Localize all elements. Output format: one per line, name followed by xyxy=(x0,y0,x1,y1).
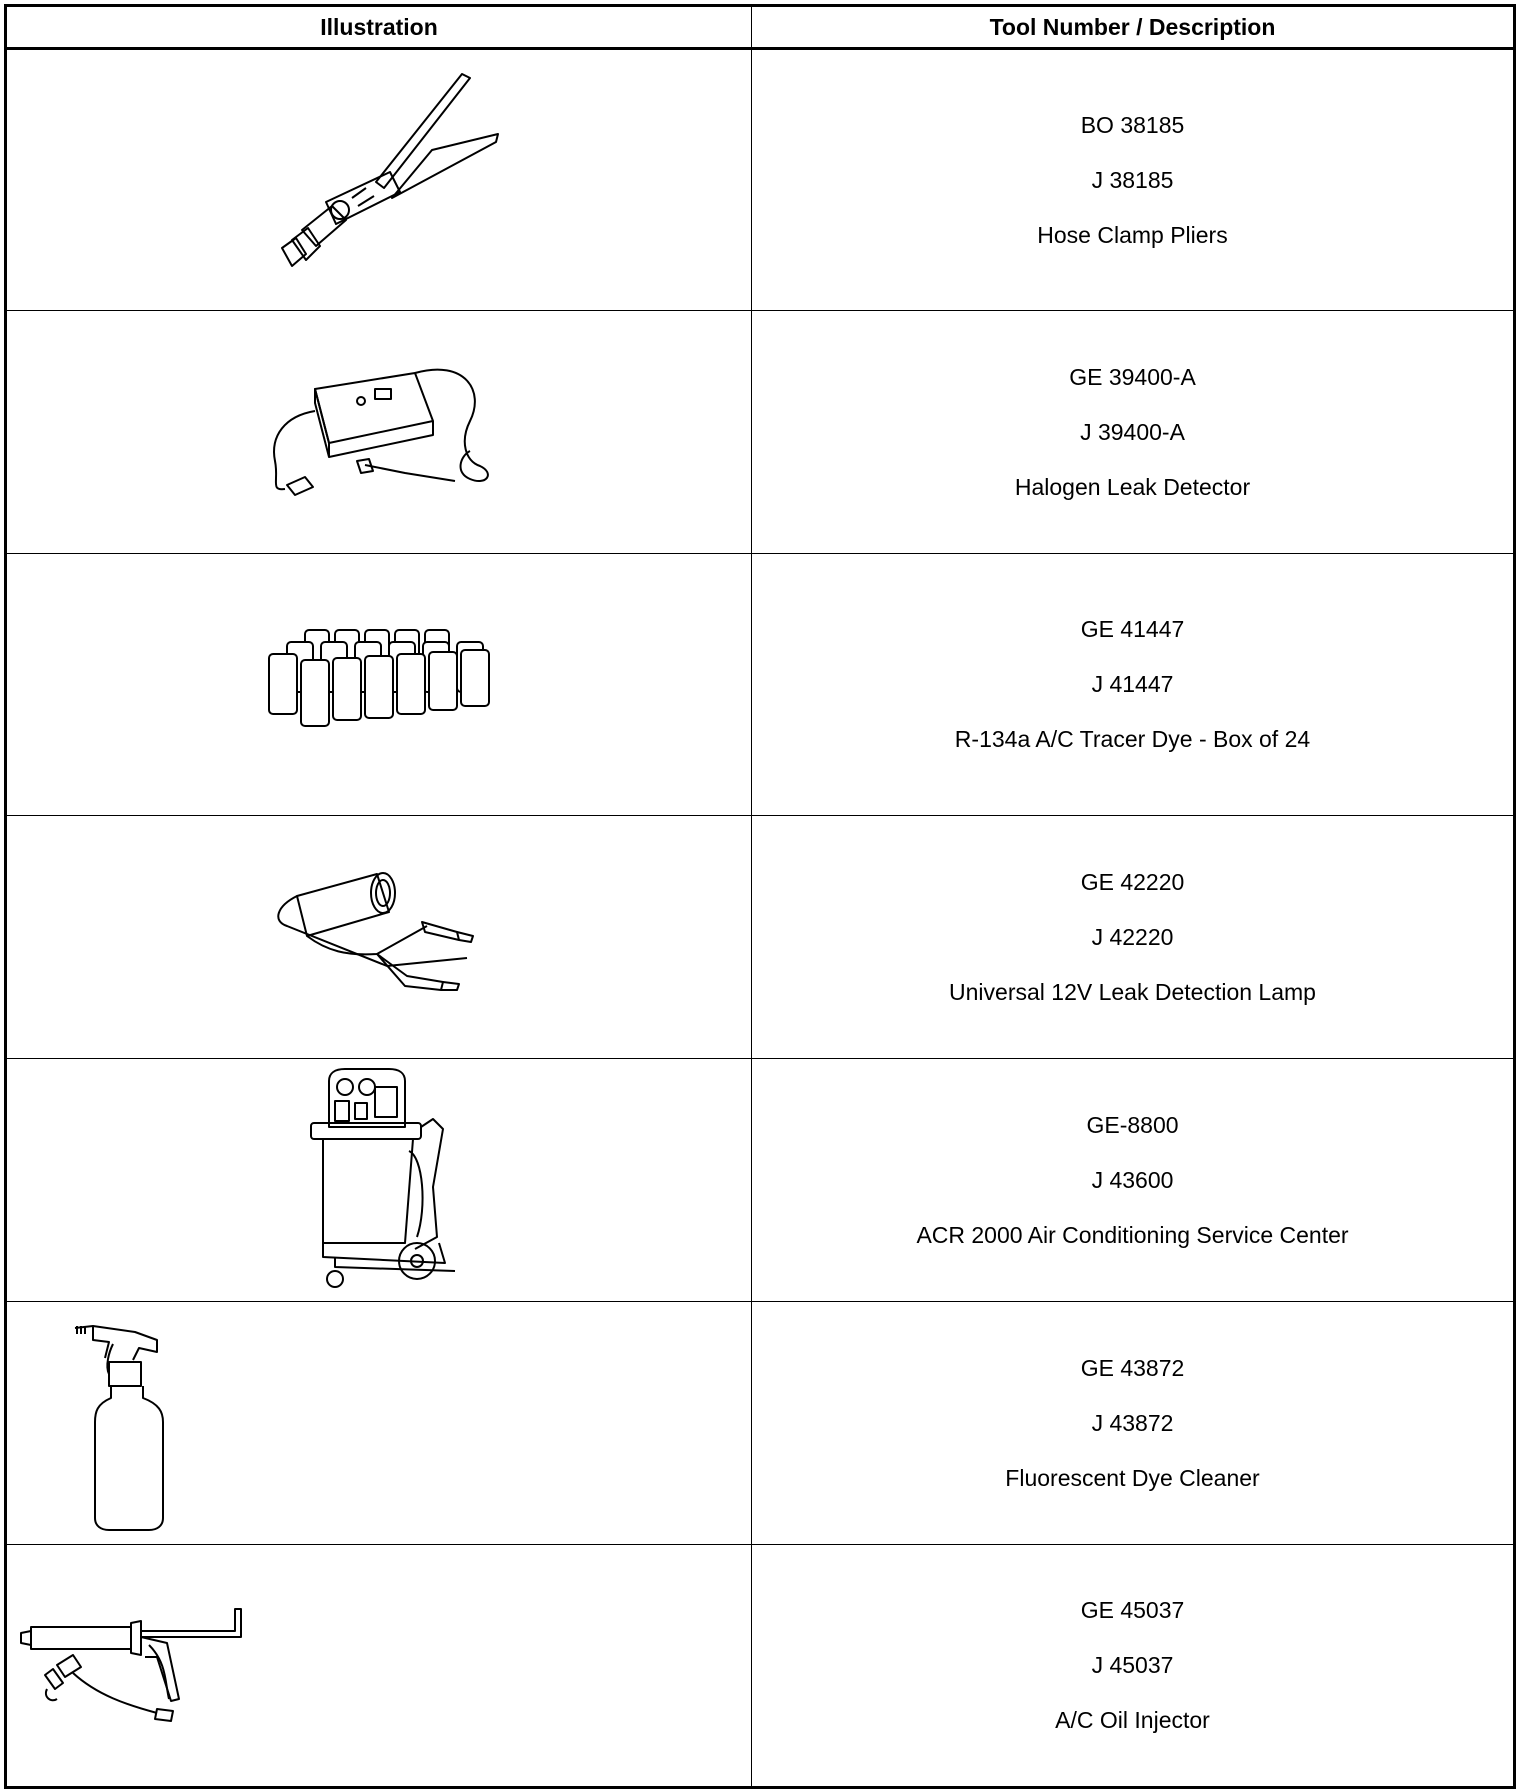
table-row xyxy=(6,1059,1515,1302)
header-row xyxy=(6,6,1515,49)
tool-description: Fluorescent Dye Cleaner xyxy=(1005,1464,1260,1491)
tool-number-secondary: J 41447 xyxy=(1091,671,1174,697)
tool-description-header: Tool Number / Description xyxy=(752,6,1515,49)
table-row xyxy=(6,816,1515,1059)
tool-number-secondary: J 43872 xyxy=(1091,1409,1174,1436)
tool-description: Universal 12V Leak Detection Lamp xyxy=(949,978,1316,1005)
tool-description: Hose Clamp Pliers xyxy=(1037,221,1228,248)
leak-detection-lamp-icon xyxy=(267,866,507,996)
tool-number-primary: GE 39400-A xyxy=(1069,363,1196,390)
oil-injector-icon xyxy=(17,1603,247,1733)
table-row xyxy=(6,1302,1515,1545)
tool-number-secondary: J 38185 xyxy=(1091,166,1174,193)
tool-number-secondary: J 42220 xyxy=(1091,923,1174,950)
illustration-cell xyxy=(6,311,752,554)
tool-description: R-134a A/C Tracer Dye - Box of 24 xyxy=(954,726,1311,752)
illustration-cell xyxy=(6,1059,752,1302)
tool-number-secondary: J 39400-A xyxy=(1080,418,1185,445)
table-row xyxy=(6,554,1515,816)
tool-number-primary: GE-8800 xyxy=(1086,1111,1179,1138)
table-row xyxy=(6,49,1515,311)
tool-number-primary: GE 42220 xyxy=(1080,868,1185,895)
tool-description: A/C Oil Injector xyxy=(1055,1707,1210,1733)
tool-number-secondary: J 43600 xyxy=(1091,1166,1174,1193)
ac-service-center-icon xyxy=(305,1067,475,1297)
tool-description-cell xyxy=(752,1545,1515,1788)
illustration-cell xyxy=(6,816,752,1059)
illustration-cell xyxy=(6,1545,752,1788)
tool-description-cell xyxy=(752,1059,1515,1302)
tool-description-cell xyxy=(752,49,1515,311)
illustration-cell xyxy=(6,49,752,311)
tool-description-cell xyxy=(752,816,1515,1059)
halogen-leak-detector-icon xyxy=(265,361,505,511)
tool-number-primary: GE 43872 xyxy=(1080,1354,1185,1381)
tool-description: ACR 2000 Air Conditioning Service Center xyxy=(916,1221,1349,1248)
tool-number-secondary: J 45037 xyxy=(1091,1652,1174,1678)
illustration-header: Illustration xyxy=(6,6,752,49)
illustration-cell xyxy=(6,1302,752,1545)
tool-description-cell xyxy=(752,554,1515,816)
hose-clamp-pliers-icon xyxy=(262,70,502,270)
tool-number-primary: GE 45037 xyxy=(1080,1597,1185,1623)
tool-description-cell xyxy=(752,1302,1515,1545)
tool-description: Halogen Leak Detector xyxy=(1014,473,1251,500)
tool-number-primary: BO 38185 xyxy=(1080,111,1185,138)
tool-number-primary: GE 41447 xyxy=(1080,616,1185,642)
special-tools-table xyxy=(4,4,1516,1789)
table-row xyxy=(6,1545,1515,1788)
tracer-dye-box-icon xyxy=(265,624,505,734)
tool-description-cell xyxy=(752,311,1515,554)
illustration-cell xyxy=(6,554,752,816)
table-row xyxy=(6,311,1515,554)
spray-bottle-icon xyxy=(69,1322,179,1532)
